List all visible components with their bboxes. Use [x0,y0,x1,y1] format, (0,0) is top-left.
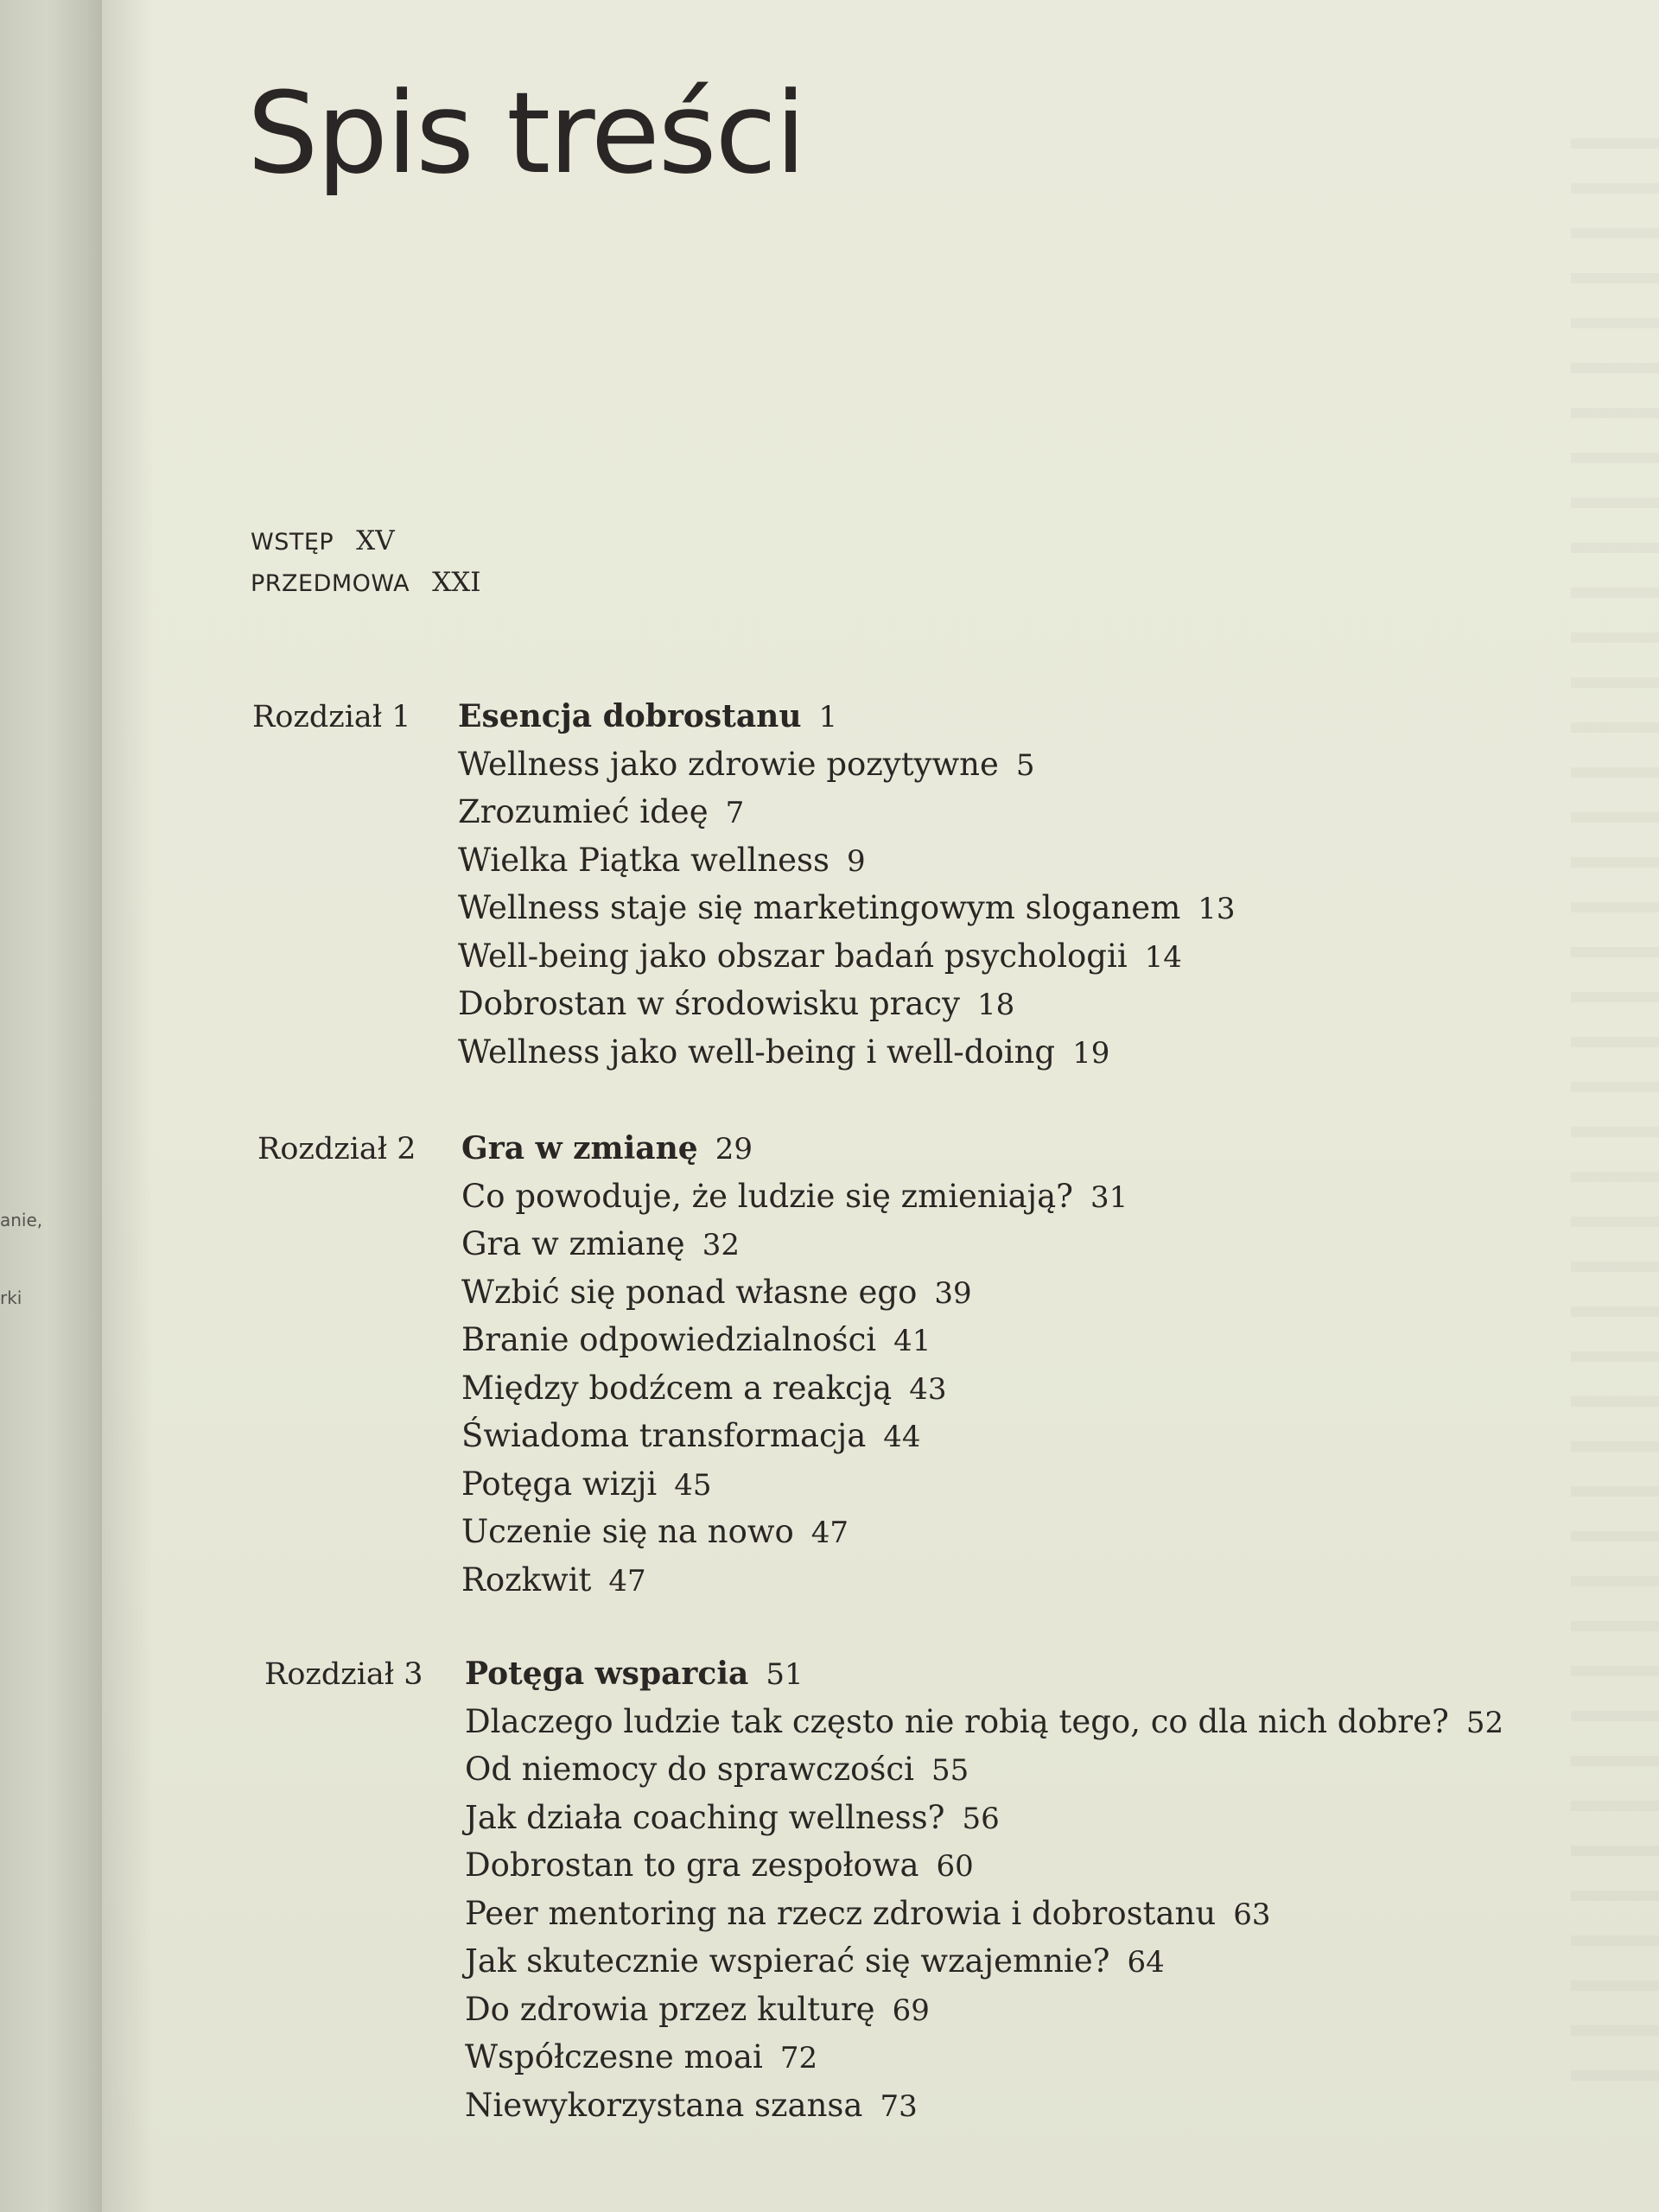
chapter-entries [465,1657,1503,2137]
toc-entry [461,1369,1128,1421]
page-number: 14 [1144,939,1182,975]
page-number: 44 [883,1420,921,1454]
page-number: 64 [1127,1945,1165,1980]
toc-entry [458,985,1236,1036]
section-title: Od niemocy do sprawczości [465,1751,914,1788]
section-title: Wielka Piątka wellness [458,841,830,879]
section-title: Dlaczego ludzie tak często nie robią tego, co dla nich dobre? [465,1702,1449,1740]
page-number: 45 [674,1467,712,1503]
section-title: Wellness jako well-being i well-doing [458,1033,1056,1071]
toc-entry [465,1798,1503,1850]
chapter-label: Rozdział 1 [252,700,411,734]
section-title: Potęga wizji [461,1465,658,1503]
toc-entry [458,937,1236,988]
toc-entry [458,889,1236,940]
front-matter-page: XV [356,525,395,556]
chapter-title: Esencja dobrostanu [458,698,802,734]
toc-entry [458,841,1236,893]
page-number: 5 [1015,747,1035,783]
toc-entry [461,1465,1128,1516]
chapter-title-entry [465,1657,1503,1706]
toc-entry [461,1225,1128,1276]
page-number: 41 [893,1324,931,1358]
section-title: Jak działa coaching wellness? [465,1798,945,1836]
toc-entry [461,1321,1128,1372]
page-number: 9 [847,843,866,879]
chapter-title-entry [461,1132,1128,1180]
page-number: 7 [725,796,745,830]
show-through-text [1571,104,1659,2091]
page-number: 18 [977,988,1015,1022]
page-number: 13 [1198,892,1236,926]
margin-text-fragment: anie, [0,1210,43,1230]
section-title: Wellness staje się marketingowym sloganem [458,889,1181,926]
section-title: Gra w zmianę [461,1225,685,1262]
section-title: Niewykorzystana szansa [465,2086,863,2124]
page-number: 52 [1465,1705,1504,1740]
section-title: Branie odpowiedzialności [461,1321,877,1358]
page-number: 1 [818,700,838,734]
section-title: Współczesne moai [465,2038,763,2075]
section-title: Zrozumieć ideę [458,793,709,830]
chapter-title-entry [458,700,1236,748]
toc-entry [458,793,1236,844]
section-title: Dobrostan w środowisku pracy [458,985,960,1022]
section-title: Co powoduje, że ludzie się zmieniają? [461,1177,1074,1215]
page-number: 56 [962,1801,1000,1836]
toc-entry [458,745,1236,797]
chapter-entries [461,1132,1128,1611]
page-number: 19 [1072,1035,1110,1071]
page-number: 72 [779,2041,818,2075]
front-matter-item [251,525,395,556]
page-title: Spis treści [247,67,805,199]
page-number: 32 [702,1228,740,1262]
toc-entry [465,1753,1503,1802]
page-number: 43 [909,1371,947,1407]
page-number: 47 [608,1563,646,1599]
page-number: 55 [931,1753,969,1788]
margin-text-fragment: rki [0,1287,22,1308]
page-number: 29 [715,1132,753,1166]
chapter-title: Gra w zmianę [461,1130,698,1166]
chapter-label: Rozdział 2 [257,1132,416,1166]
front-matter-item [251,567,481,598]
page-number: 31 [1090,1179,1128,1215]
section-title: Do zdrowia przez kulturę [465,1990,875,2028]
chapter-title: Potęga wsparcia [465,1656,749,1692]
section-title: Wellness jako zdrowie pozytywne [458,745,999,783]
section-title: Wzbić się ponad własne ego [461,1273,918,1311]
chapter-label: Rozdział 3 [264,1657,423,1692]
toc-entry [461,1560,1128,1612]
section-title: Rozkwit [461,1560,592,1599]
toc-entry [458,1033,1236,1084]
section-title: Peer mentoring na rzecz zdrowia i dobrostanu [465,1894,1217,1932]
page-number: 47 [810,1516,849,1550]
page-number: 63 [1233,1897,1271,1932]
front-matter-page: XXI [432,567,481,598]
toc-entry [465,1942,1503,1993]
front-matter-label: WSTĘP [251,529,334,556]
section-title: Uczenie się na nowo [461,1513,794,1550]
page-number: 51 [766,1657,804,1692]
section-title: Świadoma transformacja [461,1417,867,1454]
chapter-entries [458,700,1236,1084]
gutter-shadow [102,0,154,2212]
toc-entry [465,1702,1504,1754]
toc-entry [465,2038,1503,2089]
front-matter-label: PRZEDMOWA [251,570,410,597]
toc-entry [465,1990,1503,2042]
section-title: Dobrostan to gra zespołowa [465,1847,919,1884]
section-title: Między bodźcem a reakcją [461,1369,893,1407]
toc-entry [461,1273,1128,1325]
page-number: 39 [934,1275,972,1311]
toc-entry [465,1894,1503,1946]
page-number: 73 [880,2088,918,2124]
section-title: Jak skutecznie wspierać się wzajemnie? [465,1942,1110,1980]
page-number: 69 [892,1993,930,2028]
toc-entry [465,2086,1503,2138]
toc-entry [465,1849,1503,1897]
page-number: 60 [936,1849,974,1884]
toc-entry [461,1417,1128,1468]
toc-entry [461,1513,1128,1564]
previous-page-edge [0,0,102,2212]
section-title: Well-being jako obszar badań psychologii [458,937,1128,975]
toc-entry [461,1177,1128,1229]
